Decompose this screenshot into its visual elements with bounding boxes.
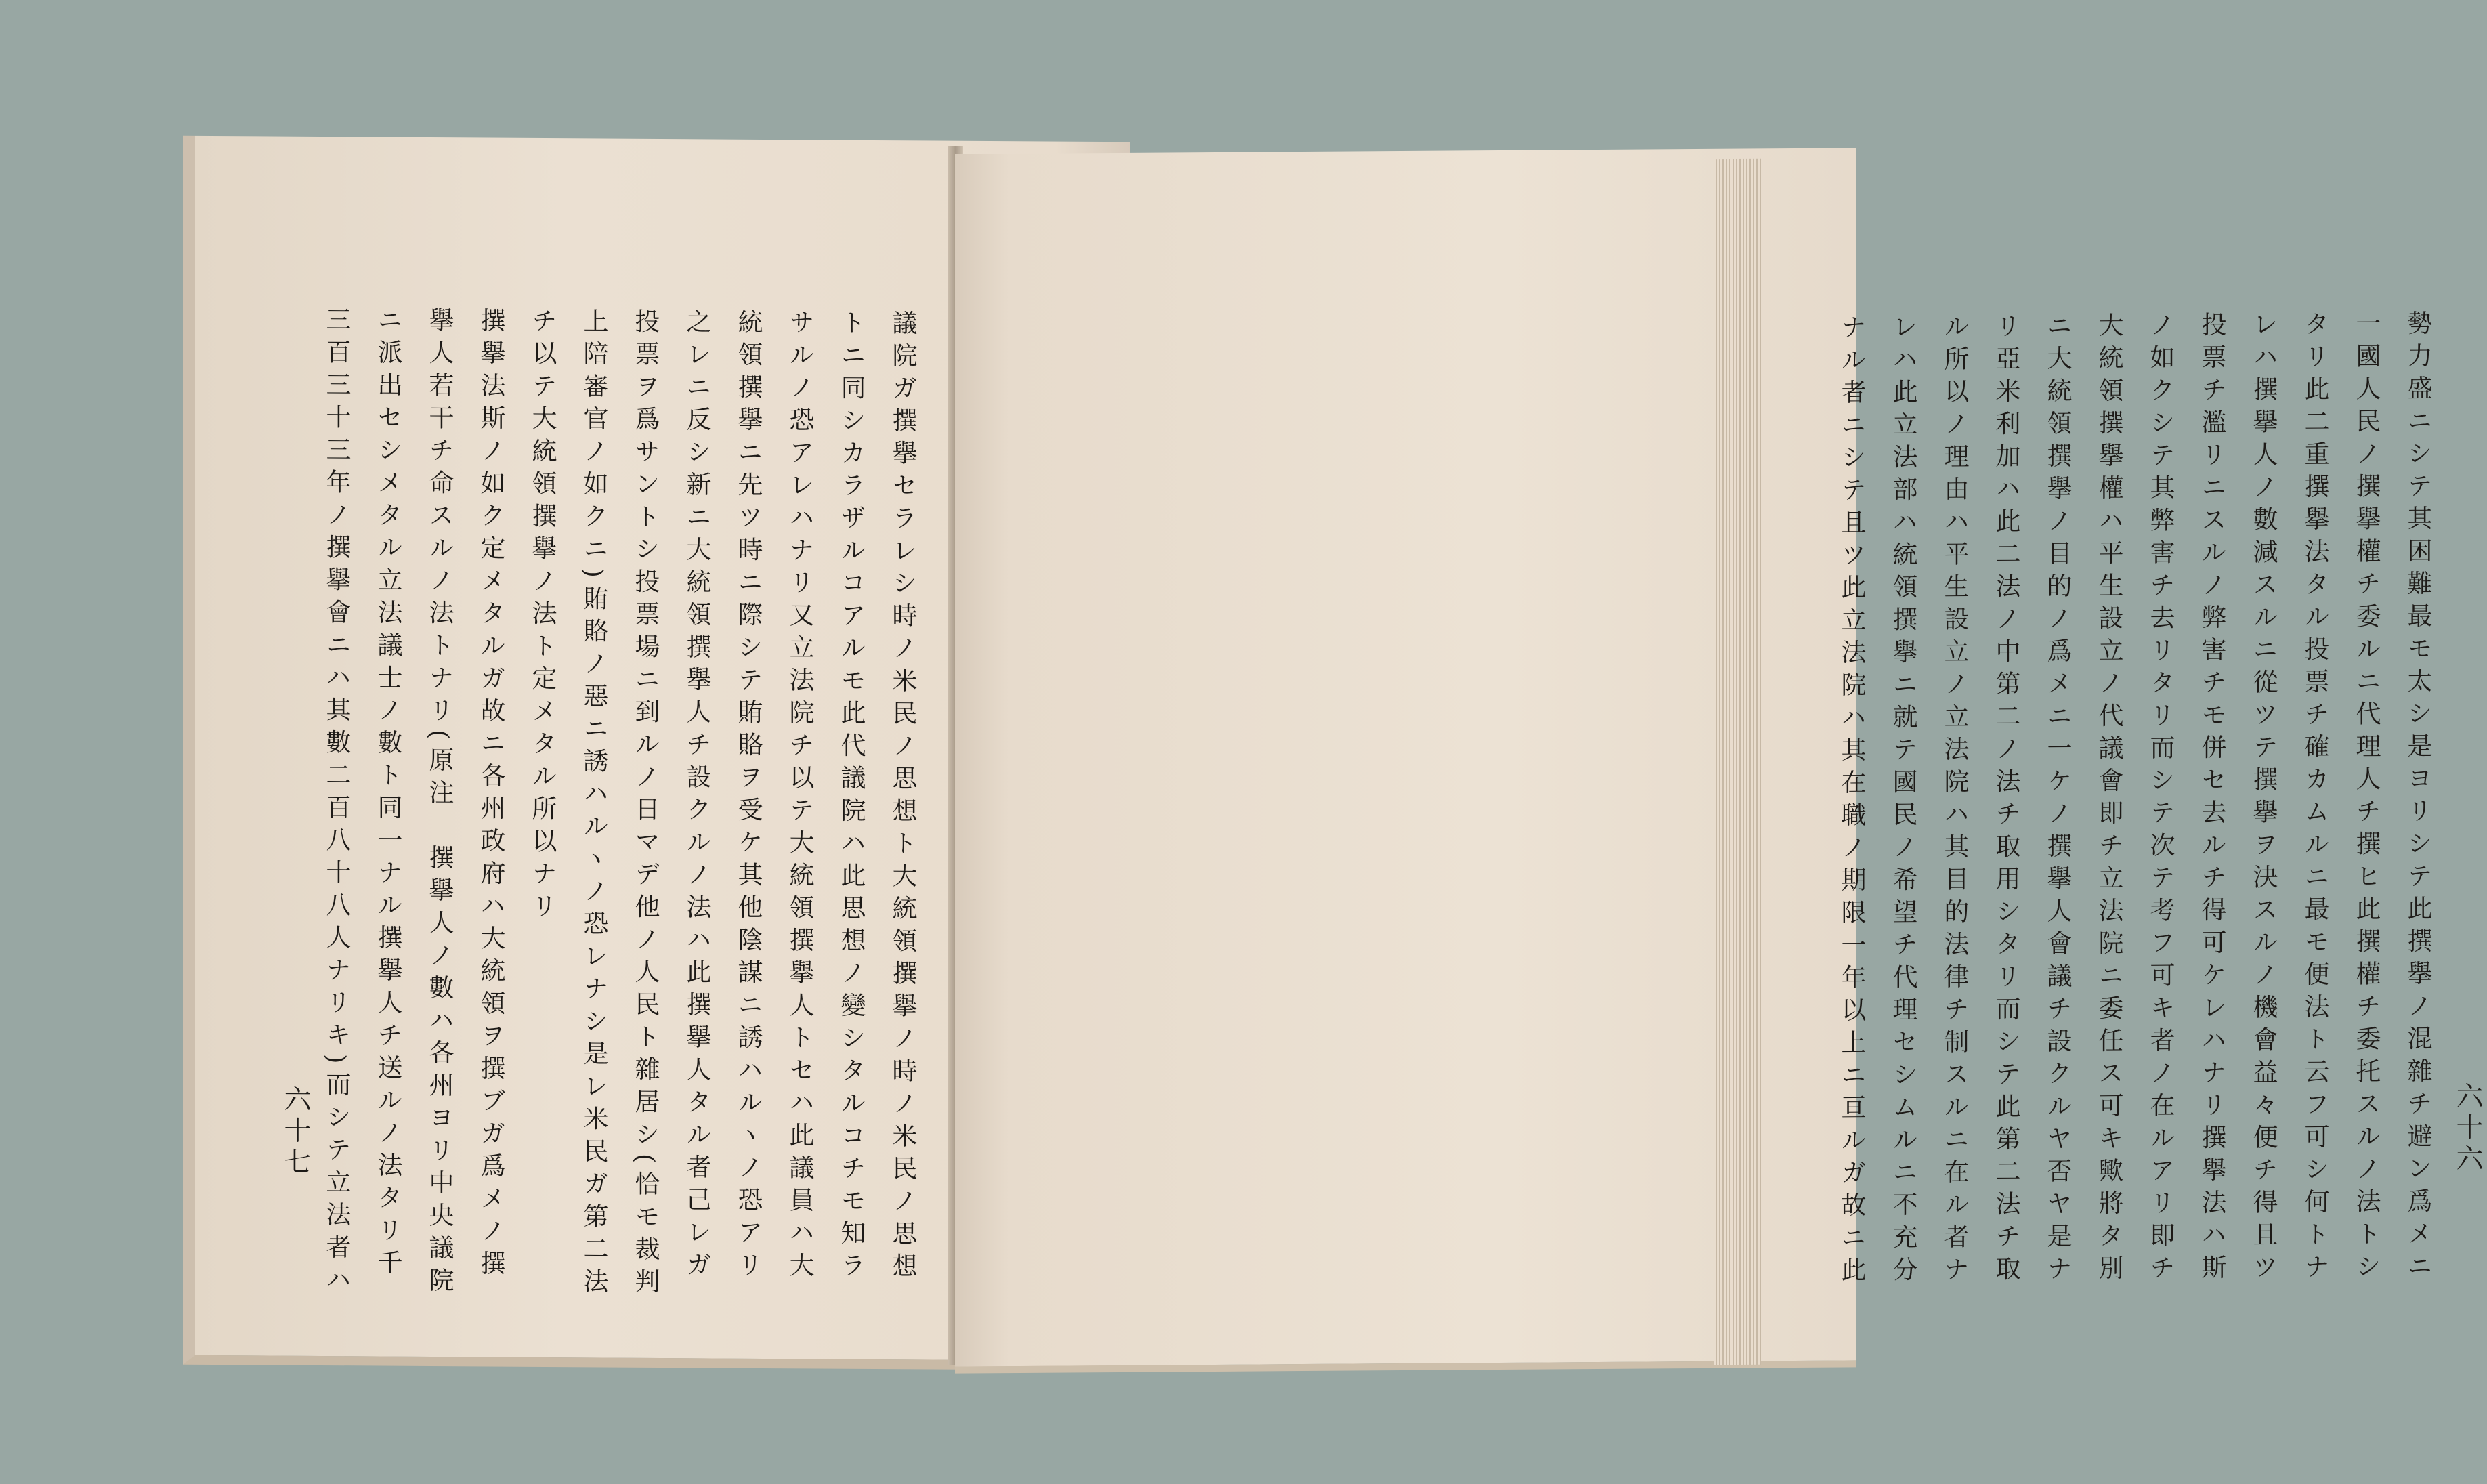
text-column: リ亞米利加ハ此二法ノ中第二ノ法チ取用シタリ而シテ此第二法チ取 <box>1991 312 2020 1288</box>
text-column: 撰擧法斯ノ如ク定メタルガ故ニ各州政府ハ大統領ヲ撰ブガ爲メノ撰 <box>476 307 505 1283</box>
text-column: 上陪審官ノ如クニ)賄賂ノ惡ニ誘ハルヽノ恐レナシ是レ米民ガ第二法 <box>579 308 608 1301</box>
text-column: 統領撰擧ニ先ツ時ニ際シテ賄賂ヲ受ケ其他陰謀ニ誘ハルヽノ恐アリ <box>734 308 763 1284</box>
text-column: ナル者ニシテ且ツ此立法院ハ其在職ノ期限一年以上ニ亘ルガ故ニ此 <box>1837 314 1866 1290</box>
text-column: 三百三十三年ノ撰擧會ニハ其數二百八十八人ナリキ)而シテ立法者ハ <box>322 305 351 1299</box>
text-column: タリ此二重撰擧法タル投票チ確カムルニ最モ便法ト云フ可シ何トナ <box>2300 310 2329 1286</box>
right-page-number: 六十六 <box>2452 1081 2483 1176</box>
text-column: ノ如クシテ其弊害チ去リタリ而シテ次テ考フ可キ者ノ在ルアリ即チ <box>2146 312 2175 1288</box>
text-column: 投票チ濫リニスルノ弊害チモ併セ去ルチ得可ケレハナリ撰擧法ハ斯 <box>2197 311 2226 1287</box>
text-column: 大統領撰擧權ハ平生設立ノ代議會即チ立法院ニ委任ス可キ歟將タ別 <box>2094 312 2123 1288</box>
left-page-text <box>310 306 928 1302</box>
text-column: レハ此立法部ハ統領撰擧ニ就テ國民ノ希望チ代理セシムルニ不充分 <box>1888 313 1917 1290</box>
text-column: ニ大統領撰擧ノ目的ノ爲メニ一ケノ撰擧人會議チ設クルヤ否ヤ是ナ <box>2043 312 2072 1288</box>
right-page-text <box>1825 310 2443 1289</box>
left-page-number: 六十七 <box>280 1084 311 1179</box>
text-column: 議院ガ撰擧セラレシ時ノ米民ノ思想ト大統領撰擧ノ時ノ米民ノ思想 <box>888 310 917 1286</box>
text-column: トニ同シカラザルコアルモ此代議院ハ此思想ノ變シタルコチモ知ラ <box>836 309 866 1285</box>
text-column: 勢力盛ニシテ其困難最モ太シ是ヨリシテ此撰擧ノ混雜チ避ン爲メニ <box>2403 310 2432 1286</box>
text-column: サルノ恐アレハナリ又立法院チ以テ大統領撰擧人トセハ此議員ハ大 <box>785 309 814 1285</box>
text-column: 投票ヲ爲サントシ投票場ニ到ルノ日マデ他ノ人民ト雜居シ(恰モ裁判 <box>631 308 660 1301</box>
text-column: 擧人若干チ命スルノ法トナリ(原注 撰擧人ノ數ハ各州ヨリ中央議院 <box>425 306 454 1300</box>
open-book <box>156 139 2483 1385</box>
text-column: ニ派出セシメタル立法議士ノ數ト同一ナル撰擧人チ送ルノ法タリ千 <box>373 306 402 1282</box>
text-column: 一國人民ノ撰擧權チ委ルニ代理人チ撰ヒ此撰權チ委托スルノ法トシ <box>2352 310 2381 1286</box>
text-column: レハ撰擧人ノ數減スルニ從ツテ撰擧ヲ決スルノ機會益々便チ得且ツ <box>2249 311 2278 1287</box>
text-column: ル所以ノ理由ハ平生設立ノ立法院ハ其目的法律チ制スルニ在ル者ナ <box>1940 313 1969 1289</box>
text-column: 之レニ反シ新ニ大統領撰擧人チ設クルノ法ハ此撰擧人タル者己レガ <box>682 308 711 1284</box>
text-column: チ以テ大統領撰擧ノ法ト定メタル所以ナリ <box>528 307 557 926</box>
page-edges <box>1714 159 1761 1365</box>
